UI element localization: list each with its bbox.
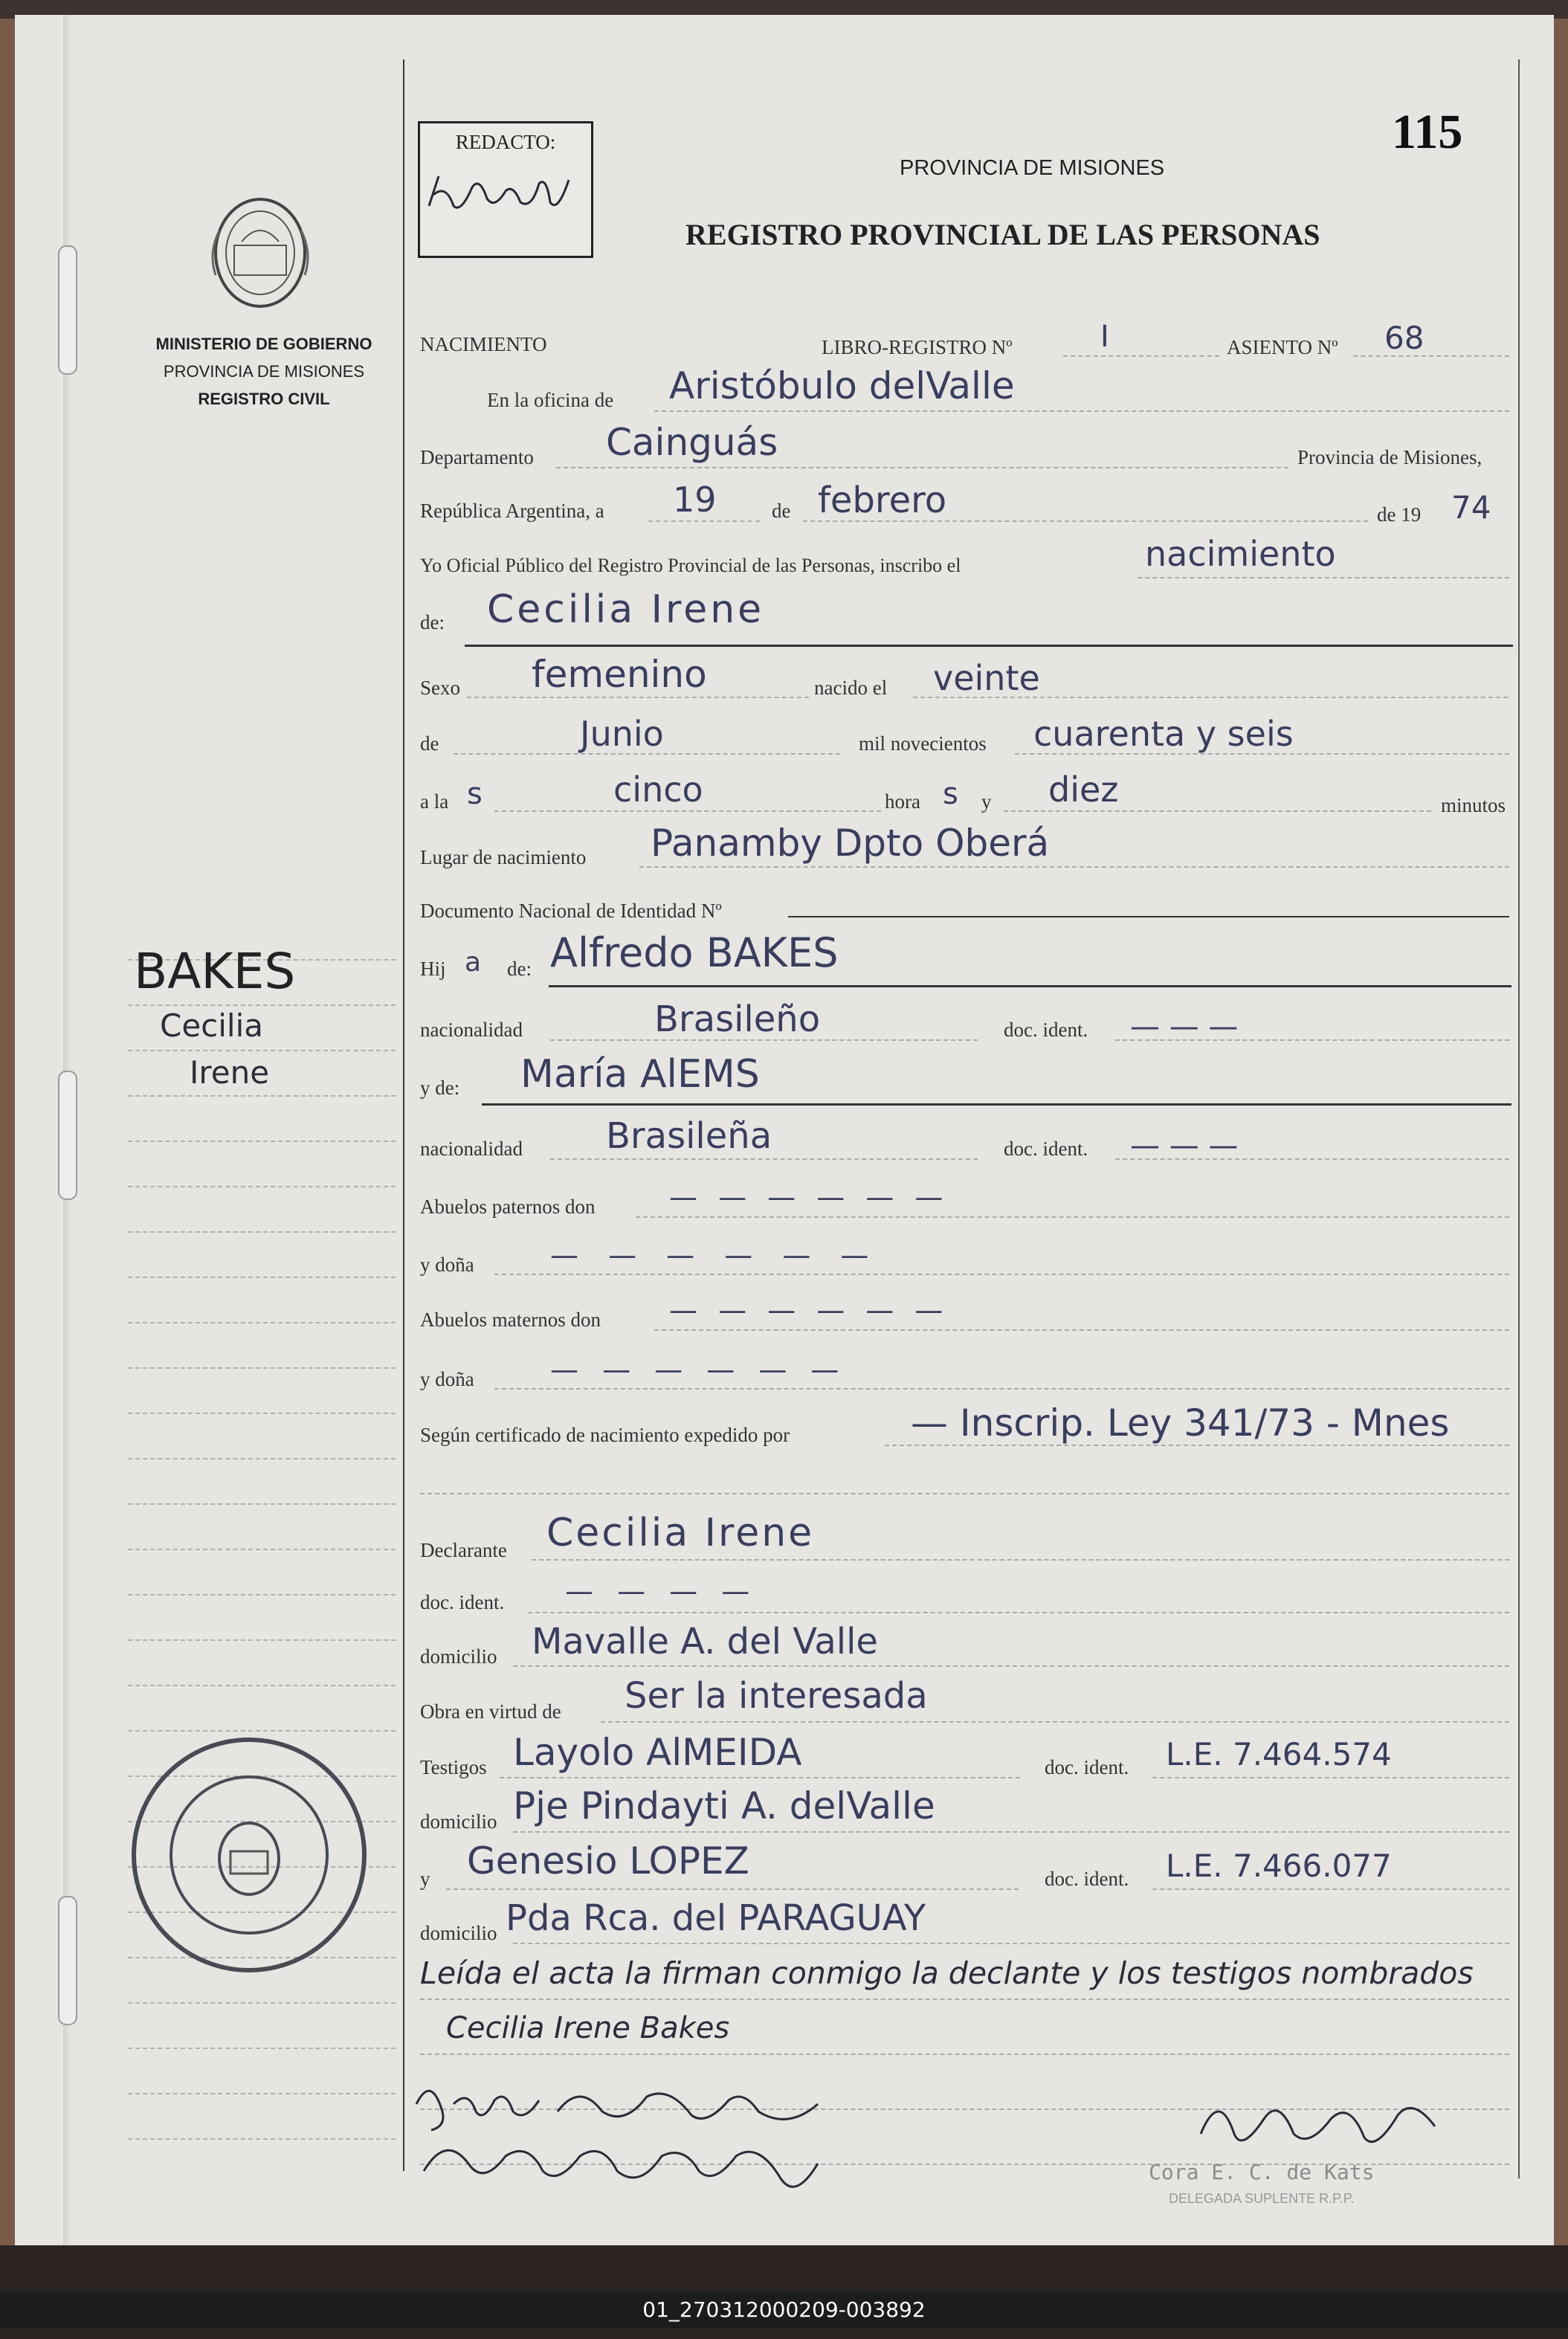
hija-suffix: a (465, 947, 482, 978)
sidebar-province-label: PROVINCIA DE MISIONES (163, 362, 365, 381)
domicilio-2-value: Pje Pindayti A. delValle (513, 1784, 935, 1827)
asiento-label: ASIENTO Nº (1227, 336, 1338, 358)
margin-rule-line (128, 1503, 396, 1505)
ministry-label: MINISTERIO DE GOBIERNO (155, 335, 372, 353)
doc-ident-3-line (528, 1612, 1509, 1613)
nacionalidad-2-line (550, 1158, 978, 1160)
declarante-line (532, 1559, 1509, 1561)
margin-rule-line (128, 1685, 396, 1686)
hija-de-label: de: (507, 958, 532, 980)
margin-rule-line (128, 1639, 396, 1641)
declarante-signature: Cecilia Irene Bakes (446, 2011, 730, 2045)
ydona-2-line (494, 1388, 1509, 1390)
obra-line (601, 1721, 1509, 1723)
binding-stitch (58, 245, 77, 375)
official-name-stamp: Cora E. C. de Kats (1149, 2160, 1375, 2184)
margin-divider (403, 59, 404, 2171)
hour-value: cinco (613, 770, 703, 810)
doc-ident-3-label: doc. ident. (420, 1591, 505, 1613)
closing-statement: Leída el acta la firman conmigo la declante y los testigos nombrados (420, 1955, 1474, 1991)
abuelos-paternos-line (636, 1216, 1509, 1218)
margin-note-name2: Irene (190, 1054, 270, 1091)
official-signature (1190, 2082, 1457, 2164)
doc-ident-5-label: doc. ident. (1045, 1868, 1129, 1890)
testigo-1-line (500, 1777, 1020, 1778)
oficial-line (1138, 577, 1509, 578)
minutes-line (1004, 810, 1431, 812)
dni-line (788, 916, 1509, 917)
testigo-2-value: Genesio LOPEZ (467, 1839, 749, 1883)
sexo-value: femenino (532, 653, 707, 696)
margin-rule-line (128, 1277, 396, 1278)
mother-line (482, 1103, 1511, 1106)
margin-rule-line (128, 1594, 396, 1596)
year-suffix: 74 (1451, 489, 1491, 526)
mil-novecientos-label: mil novecientos (859, 732, 987, 755)
binding-stitch (58, 1071, 77, 1200)
certificado-line-2 (420, 1493, 1509, 1494)
domicilio-3-value: Pda Rca. del PARAGUAY (506, 1897, 926, 1939)
margin-rule-line (128, 1413, 396, 1414)
libro-line (1063, 355, 1219, 357)
father-line (549, 985, 1511, 987)
lugar-label: Lugar de nacimiento (420, 846, 587, 868)
margin-rule-line (128, 1458, 396, 1459)
civil-registry-label: REGISTRO CIVIL (198, 390, 330, 408)
mother-value: María AlEMS (520, 1052, 760, 1097)
doc-ident-2-value: — — — (1130, 1129, 1239, 1163)
margin-rule-line (128, 1730, 396, 1732)
ydona-1-label: y doña (420, 1254, 474, 1276)
sexo-label: Sexo (420, 677, 460, 699)
ydona-1-line (494, 1274, 1509, 1275)
redacto-label: REDACTO: (455, 131, 556, 153)
asiento-line (1353, 355, 1509, 357)
name-line (465, 645, 1513, 647)
registry-heading: REGISTRO PROVINCIAL DE LAS PERSONAS (685, 218, 1320, 251)
closing-line-rule (420, 1998, 1509, 2000)
margin-rule-line (128, 1050, 396, 1051)
sexo-line (467, 697, 809, 698)
libro-value: I (1100, 320, 1109, 354)
margin-rule-line (128, 1186, 396, 1187)
year-prefix: de 19 (1377, 503, 1422, 526)
margin-rule-line (128, 1231, 396, 1233)
name-de-label: de: (420, 611, 445, 633)
day-value: 19 (673, 480, 717, 520)
oficial-value: nacimiento (1145, 534, 1336, 574)
doc-ident-4-line (1152, 1777, 1509, 1778)
minutos-label: minutos (1441, 794, 1506, 816)
domicilio-3-label: domicilio (420, 1922, 497, 1944)
closing-line-rule-2 (420, 2054, 1509, 2055)
nacionalidad-1-label: nacionalidad (420, 1019, 523, 1041)
declarante-label: Declarante (420, 1539, 507, 1561)
doc-ident-5-line (1152, 1888, 1509, 1890)
domicilio-2-label: domicilio (420, 1810, 497, 1833)
republica-label: República Argentina, a (420, 500, 604, 522)
dni-label: Documento Nacional de Identidad Nº (420, 900, 722, 922)
doc-ident-1-label: doc. ident. (1004, 1019, 1088, 1041)
departamento-label: Departamento (420, 446, 534, 468)
doc-ident-3-value: — — — — (565, 1575, 758, 1607)
certificado-label: Según certificado de nacimiento expedido por (420, 1424, 790, 1446)
nacido-label: nacido el (814, 677, 888, 699)
abuelos-maternos-line (654, 1329, 1509, 1331)
coat-of-arms-icon (201, 186, 320, 320)
doc-ident-4-value: L.E. 7.464.574 (1166, 1736, 1392, 1772)
margin-rule-line (128, 2002, 396, 2004)
de-label-1: de (772, 500, 791, 522)
testigo-2-line (446, 1888, 1019, 1890)
redacto-initials-signature (420, 154, 584, 228)
horas-s: s (943, 777, 958, 811)
registry-seal-icon (126, 1732, 372, 1978)
obra-label: Obra en virtud de (420, 1700, 561, 1723)
nacionalidad-1-value: Brasileño (654, 998, 821, 1040)
abuelos-paternos-value: — — — — — — (669, 1181, 949, 1213)
domicilio-1-value: Mavalle A. del Valle (532, 1621, 878, 1662)
minutes-value: diez (1048, 770, 1119, 810)
lugar-value: Panamby Dpto Oberá (651, 822, 1050, 865)
oficina-label: En la oficina de (487, 389, 614, 411)
day-line (648, 520, 760, 522)
certificado-value: — Inscrip. Ley 341/73 - Mnes (911, 1401, 1450, 1445)
domicilio-2-line (513, 1831, 1509, 1833)
alas-label: a la (420, 790, 449, 813)
doc-ident-4-label: doc. ident. (1045, 1756, 1129, 1778)
province-heading: PROVINCIA DE MISIONES (900, 156, 1165, 180)
abuelos-paternos-label: Abuelos paternos don (420, 1196, 596, 1218)
declarante-value: Cecilia Irene (546, 1511, 815, 1555)
nacionalidad-2-label: nacionalidad (420, 1138, 523, 1160)
month-value: febrero (818, 480, 947, 521)
hour-line (494, 810, 881, 812)
obra-value: Ser la interesada (625, 1675, 928, 1717)
margin-rule-line (128, 2138, 396, 2140)
horas-y-label: y (981, 790, 992, 813)
margin-rule-line (128, 1141, 396, 1142)
margin-rule-line (128, 2048, 396, 2049)
margin-rule-line (128, 1367, 396, 1369)
redacto-box (418, 121, 593, 258)
departamento-value: Cainguás (606, 421, 778, 464)
folio-number: 115 (1392, 105, 1463, 159)
domicilio-3-line (513, 1943, 1509, 1944)
testigos-label: Testigos (420, 1756, 487, 1778)
doc-ident-1-value: — — — (1130, 1010, 1239, 1044)
name-value: Cecilia Irene (487, 587, 765, 632)
doc-ident-2-label: doc. ident. (1004, 1138, 1088, 1160)
doc-ident-5-value: L.E. 7.466.077 (1166, 1848, 1392, 1884)
ydona-2-value: — — — — — — (550, 1353, 847, 1386)
testigo-1-value: Layolo AlMEIDA (513, 1731, 802, 1774)
ydona-1-value: — — — — — — (550, 1239, 880, 1271)
de-label-2: de (420, 732, 439, 755)
margin-note-surname: BAKES (134, 943, 296, 1000)
record-type-label: NACIMIENTO (420, 333, 547, 355)
margin-rule-line (128, 1549, 396, 1550)
nacionalidad-2-value: Brasileña (606, 1115, 772, 1157)
witness-signatures (401, 2059, 907, 2208)
abuelos-maternos-label: Abuelos maternos don (420, 1309, 601, 1331)
official-title-stamp: DELEGADA SUPLENTE R.P.P. (1169, 2191, 1355, 2206)
oficial-text: Yo Oficial Público del Registro Provincial de las Personas, inscribo el (420, 555, 961, 576)
asiento-value: 68 (1384, 320, 1425, 356)
alas-s: s (467, 777, 483, 811)
oficina-value: Aristóbulo delValle (669, 364, 1015, 407)
margin-rule-line (128, 1004, 396, 1006)
father-value: Alfredo BAKES (550, 929, 839, 976)
nacido-value: veinte (933, 658, 1040, 698)
file-name-caption: 01_270312000209-003892 (0, 2291, 1568, 2329)
lugar-line (639, 866, 1509, 868)
binding-stitch (58, 1896, 77, 2025)
margin-rule-line (128, 2093, 396, 2094)
libro-label: LIBRO-REGISTRO Nº (822, 336, 1013, 358)
oficina-line (654, 410, 1509, 412)
testigo-2-y-label: y (420, 1868, 430, 1890)
departamento-line (556, 467, 1288, 468)
margin-rule-line (128, 1095, 396, 1097)
margin-rule-line (128, 1322, 396, 1323)
abuelos-maternos-value: — — — — — — (669, 1294, 949, 1326)
ydona-2-label: y doña (420, 1368, 474, 1390)
margin-note-name1: Cecilia (160, 1007, 264, 1044)
hija-label: Hij (420, 958, 446, 980)
provincia-suffix: Provincia de Misiones, (1297, 446, 1482, 468)
birth-month-value: Junio (580, 714, 664, 754)
mother-yde-label: y de: (420, 1077, 460, 1099)
horas-label: hora (885, 790, 920, 813)
domicilio-1-label: domicilio (420, 1645, 497, 1668)
certificado-line (885, 1445, 1509, 1446)
right-margin-rule (1518, 59, 1520, 2178)
birth-year-value: cuarenta y seis (1033, 714, 1294, 754)
domicilio-1-line (513, 1665, 1509, 1667)
